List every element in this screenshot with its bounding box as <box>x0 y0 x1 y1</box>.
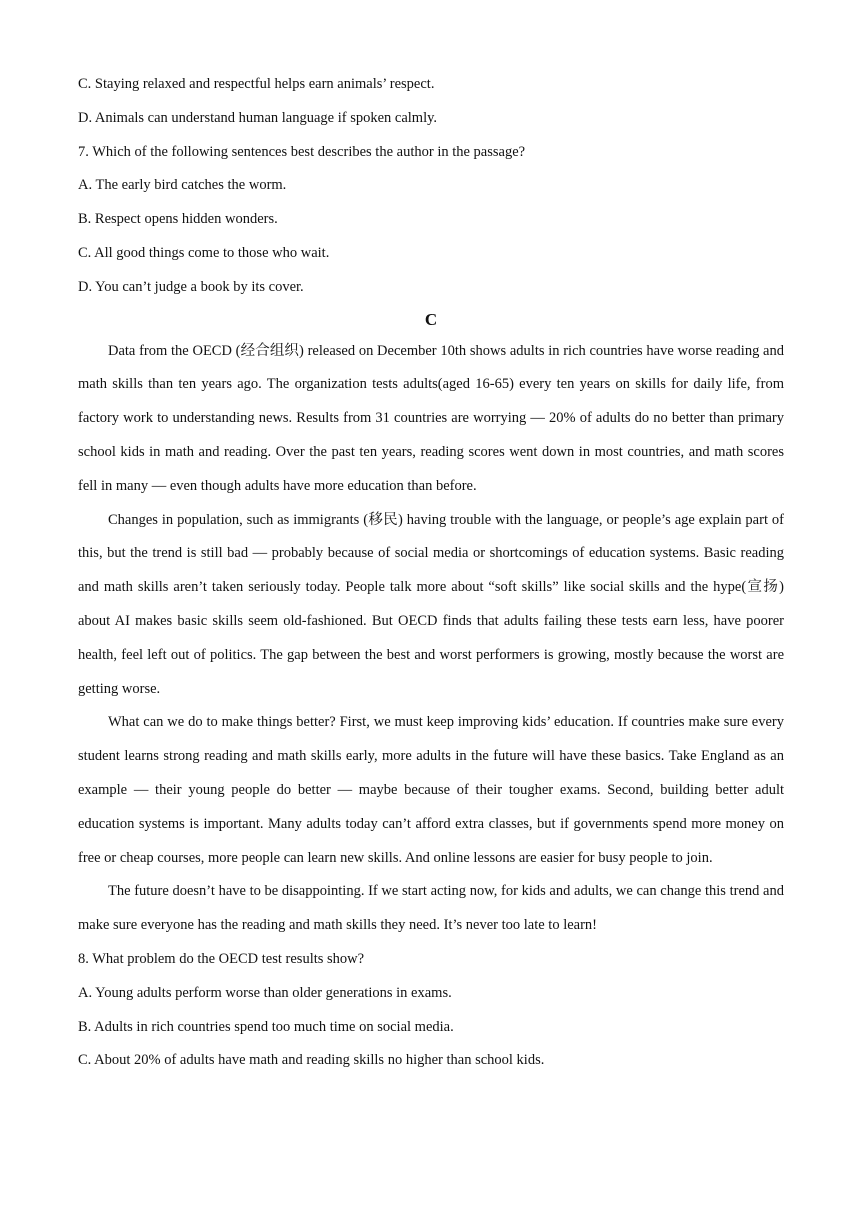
q7-option-a: A. The early bird catches the worm. <box>78 177 287 194</box>
q7-option-d: D. You can’t judge a book by its cover. <box>78 278 304 295</box>
passage-paragraph-1: Data from the OECD (经合组织) released on December 10th shows adults in rich countries have worse reading and math skills than ten years ago. The organization tests adults(aged 16-65) every ten years on skills for daily life, from factory work to understanding news. Results from 31 countries are worrying — 20% of adults do no better than primary school kids in math and reading. Over the past ten years, reading scores went down in most countries, and math scores fell in many — even though adults have more education than before. <box>78 342 784 494</box>
passage-paragraph-3: What can we do to make things better? First, we must keep improving kids’ education. If countries make sure every student learns strong reading and math skills early, more adults in the future will have these basics. Take England as an example — their young people do better — maybe because of their tougher exams. Second, building better adult education systems is important. Many adults today can’t afford extra classes, but if governments spend more money on free or cheap courses, more people can learn new skills. And online lessons are easier for busy people to join. <box>78 714 784 866</box>
document-page <box>78 68 784 1078</box>
q8-stem: 8. What problem do the OECD test results show? <box>78 950 365 967</box>
q7-stem: 7. Which of the following sentences best describes the author in the passage? <box>78 143 526 160</box>
passage-paragraph-4: The future doesn’t have to be disappointing. If we start acting now, for kids and adults, we can change this trend and make sure everyone has the reading and math skills they need. It’s never too late to learn! <box>78 883 784 934</box>
q6-option-d: D. Animals can understand human language if spoken calmly. <box>78 109 438 126</box>
q7-option-b: B. Respect opens hidden wonders. <box>78 211 278 228</box>
q8-option-a: A. Young adults perform worse than older generations in exams. <box>78 984 452 1001</box>
passage-paragraph-2: Changes in population, such as immigrants (移民) having trouble with the language, or people’s age explain part of this, but the trend is still bad — probably because of social media or shortcomings of education systems. Basic reading and math skills aren’t taken seriously today. People talk more about “soft skills” like social skills and the hype(宣扬) about AI makes basic skills seem old-fashioned. But OECD finds that adults failing these tests earn less, have poorer health, feel left out of politics. The gap between the best and worst performers is growing, mostly because the worst are getting worse. <box>78 511 784 697</box>
section-heading: C <box>424 309 438 329</box>
q8-option-c: C. About 20% of adults have math and reading skills no higher than school kids. <box>78 1052 545 1069</box>
q7-option-c: C. All good things come to those who wait. <box>78 244 330 261</box>
q8-option-b: B. Adults in rich countries spend too much time on social media. <box>78 1018 454 1035</box>
q6-option-c: C. Staying relaxed and respectful helps earn animals’ respect. <box>78 76 435 92</box>
